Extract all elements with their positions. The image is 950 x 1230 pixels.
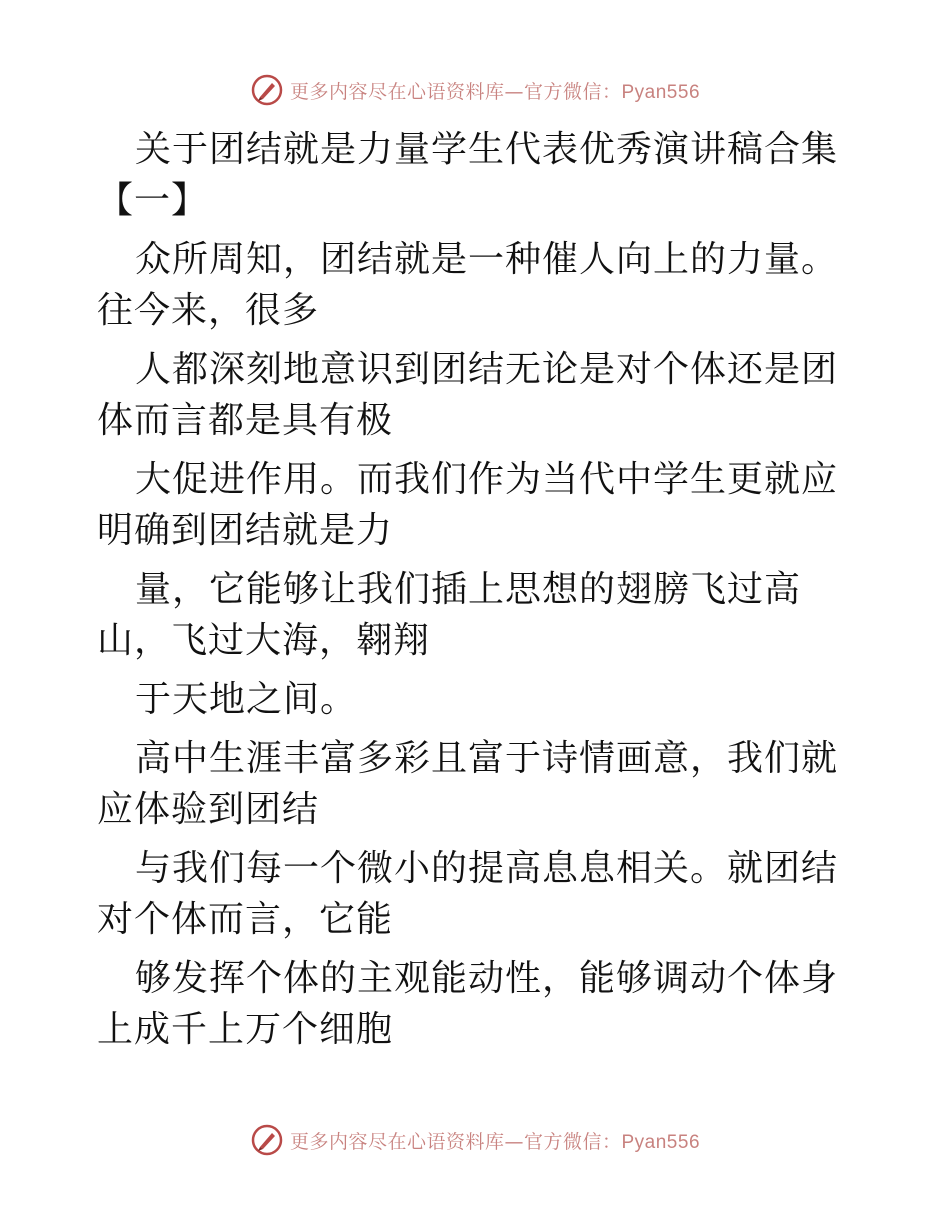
document-title: 关于团结就是力量学生代表优秀演讲稿合集【一】 [97,129,839,221]
footer-text [290,1127,700,1154]
footer-banner [0,1120,950,1160]
footer-site-text: 更多内容尽在心语资料库—官方微信： [289,1130,622,1153]
header-text [290,77,700,104]
header-handle: Pyan556 [621,81,701,103]
footer-handle: Pyan556 [621,1131,701,1153]
paragraph-4: 量，它能够让我们插上思想的翅膀飞过高山，飞过大海，翱翔 [97,569,802,661]
paragraph-5: 于天地之间。 [135,679,358,720]
pen-nib-logo-icon [250,73,284,107]
paragraph-2: 人都深刻地意识到团结无论是对个体还是团体而言都是具有极 [97,349,839,441]
paragraph-1: 众所周知，团结就是一种催人向上的力量。往今来，很多 [97,239,839,331]
document-body [97,124,857,1063]
pen-nib-logo-icon [250,1123,284,1157]
header-banner [0,70,950,110]
paragraph-6: 高中生涯丰富多彩且富于诗情画意，我们就应体验到团结 [97,738,839,830]
paragraph-3: 大促进作用。而我们作为当代中学生更就应明确到团结就是力 [97,459,839,551]
paragraph-7: 与我们每一个微小的提高息息相关。就团结对个体而言，它能 [97,848,839,940]
paragraph-8: 够发挥个体的主观能动性，能够调动个体身上成千上万个细胞 [97,958,839,1050]
header-site-text: 更多内容尽在心语资料库—官方微信： [289,80,622,103]
